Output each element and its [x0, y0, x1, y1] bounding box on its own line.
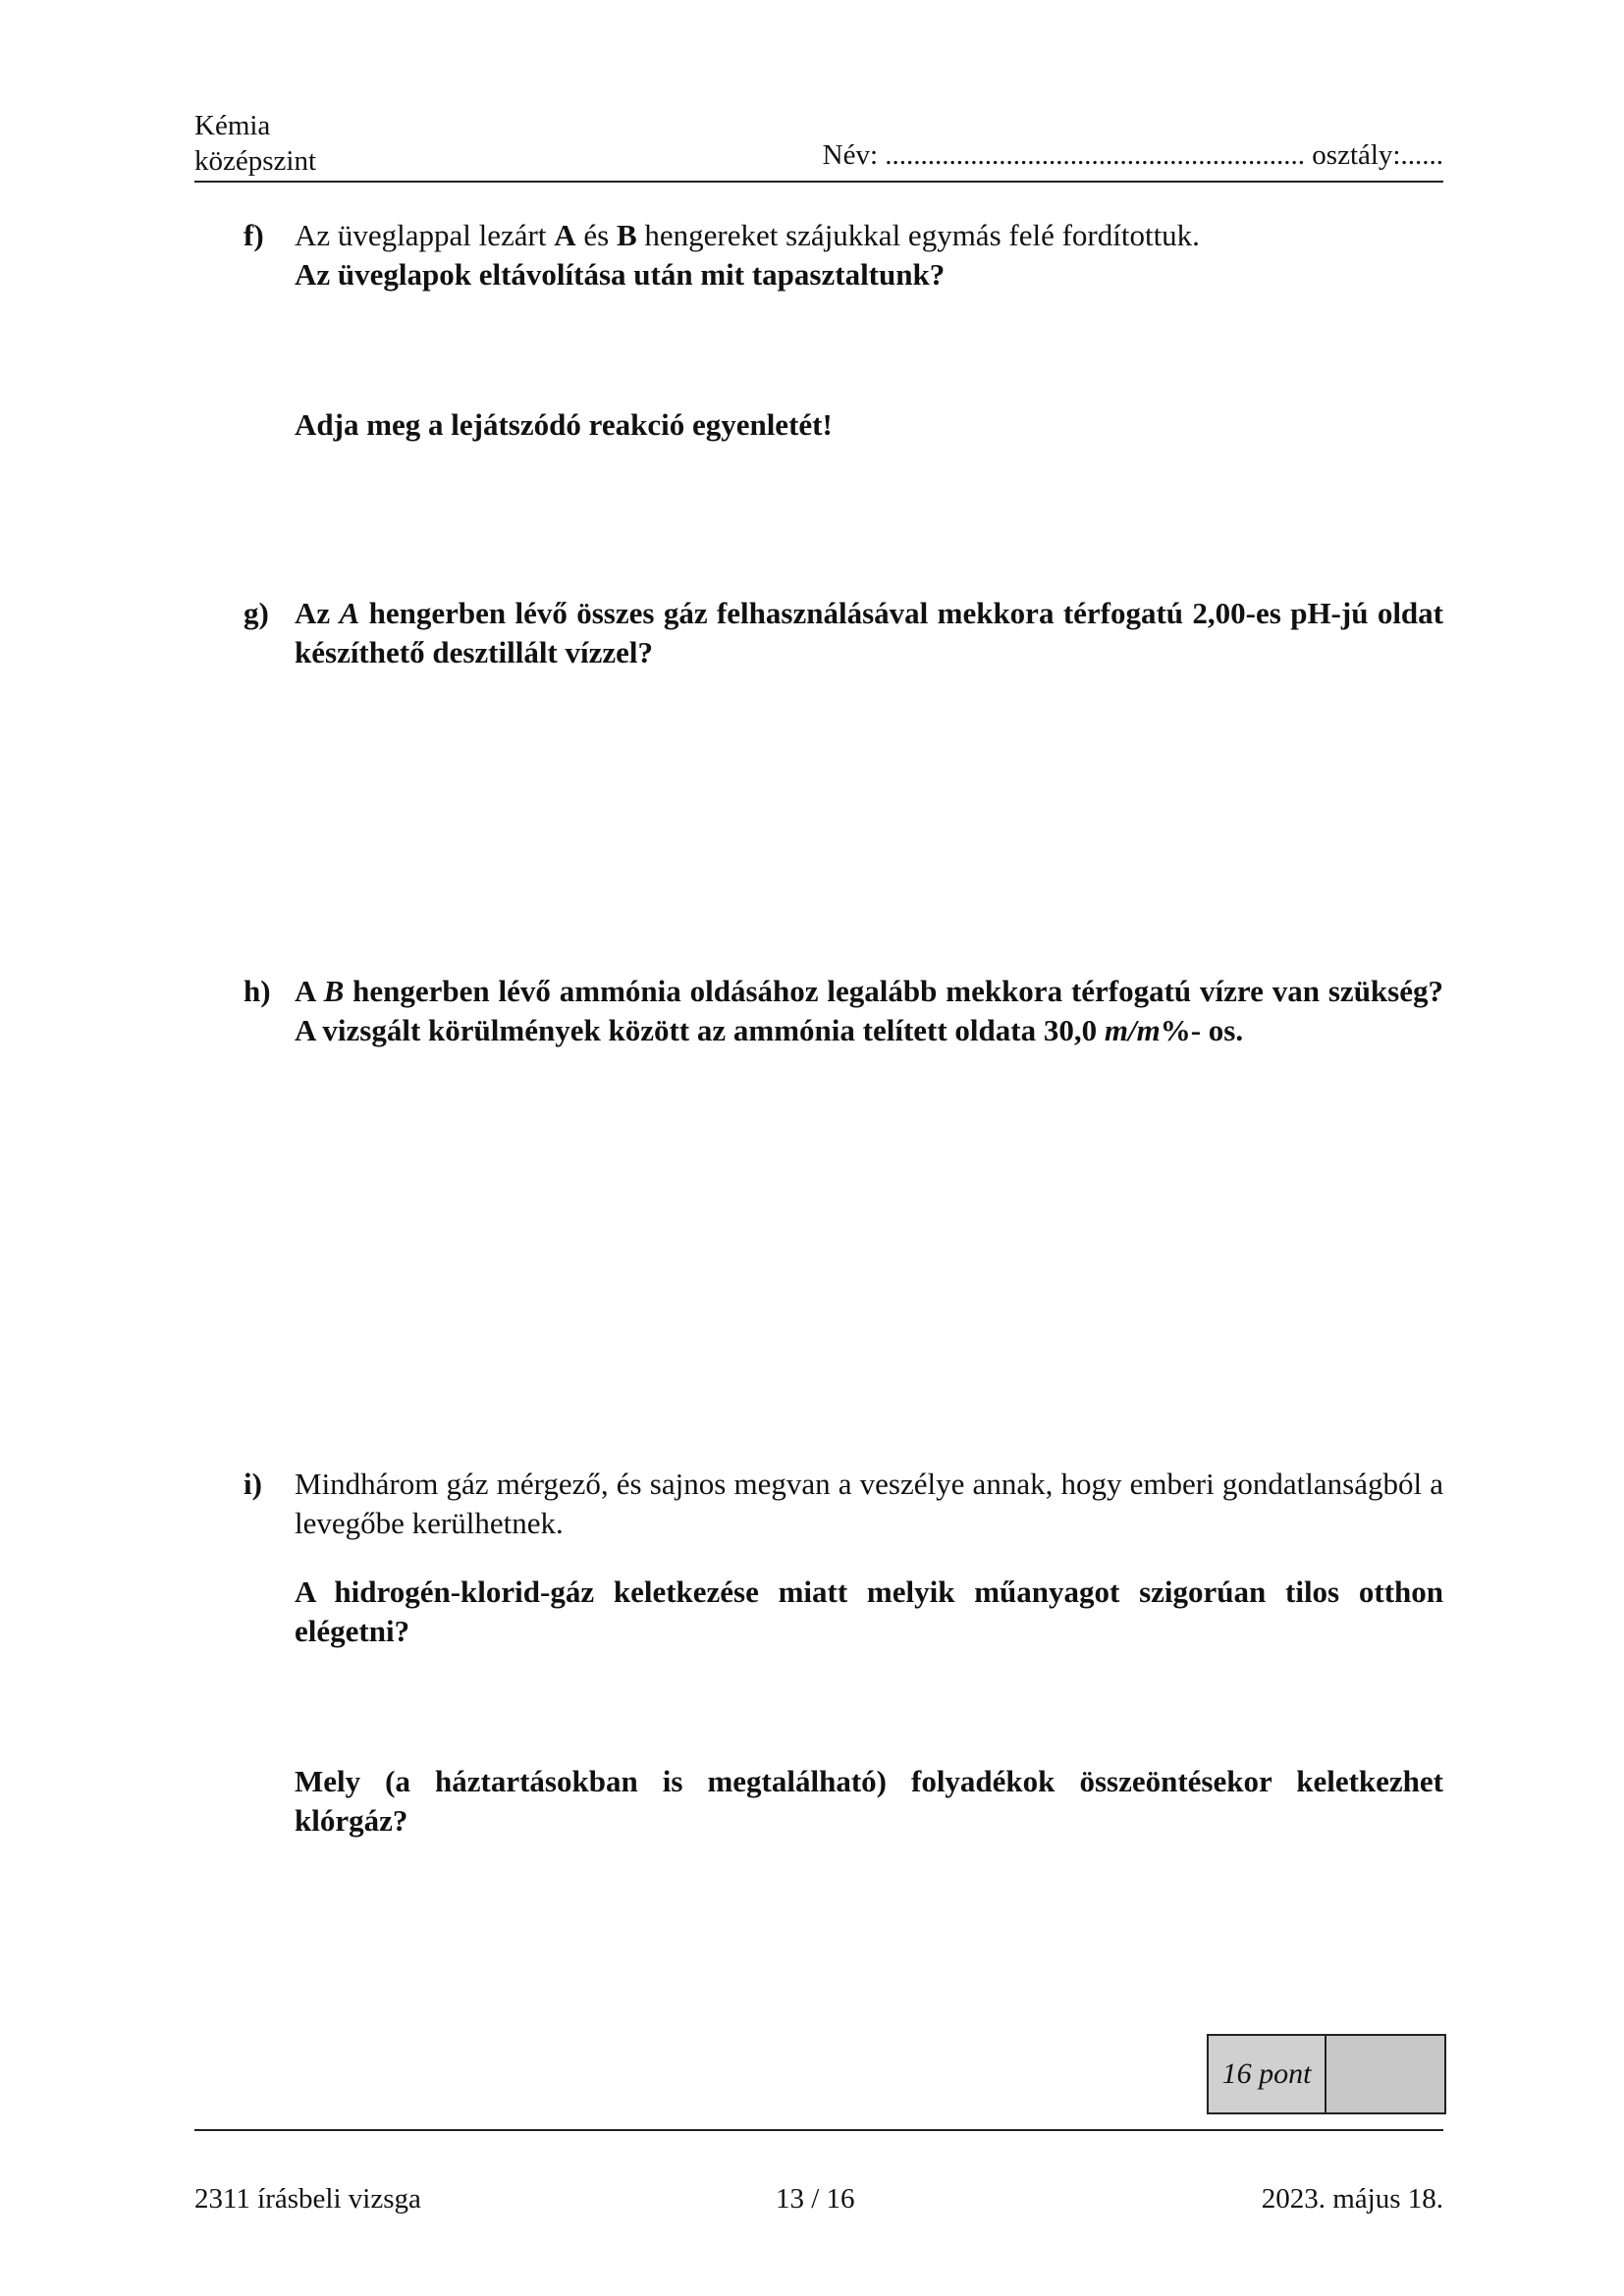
question-h-letter: h)	[244, 974, 271, 1008]
question-f-question1: Az üveglapok eltávolítása után mit tapasztaltunk?	[295, 257, 946, 292]
question-g-letter: g)	[244, 596, 269, 630]
score-box	[1207, 2034, 1446, 2114]
header-subject: Kémia	[194, 110, 271, 141]
question-g-text: Az A hengerben lévő összes gáz felhasználásával mekkora térfogatú 2,00-es pH-jú oldat készíthető desztillált vízzel?	[295, 596, 1443, 669]
header-divider	[194, 181, 1443, 183]
footer-divider	[194, 2129, 1443, 2131]
question-f-intro: Az üveglappal lezárt A és B hengereket szájukkal egymás felé fordítottuk.	[295, 218, 1200, 252]
footer-date: 2023. május 18.	[1261, 2183, 1443, 2215]
footer-page-number: 13 / 16	[776, 2183, 855, 2215]
question-i-intro: Mindhárom gáz mérgező, és sajnos megvan a veszélye annak, hogy emberi gondatlanságból a levegőbe kerülhetnek.	[295, 1467, 1443, 1540]
question-i-letter: i)	[244, 1467, 262, 1501]
question-f-letter: f)	[244, 218, 264, 252]
header-name-field: Név: ........................................................... osztály:......	[822, 139, 1443, 171]
score-value-field[interactable]	[1326, 2036, 1444, 2112]
question-f-text	[295, 216, 1443, 294]
header-subject-block	[194, 108, 316, 179]
question-i-question2: Mely (a háztartásokban is megtalálható) folyadékok összeöntésekor keletkezhet klórgáz?	[295, 1764, 1443, 1838]
footer-exam: 2311 írásbeli vizsga	[194, 2183, 421, 2215]
question-h-text: A B hengerben lévő ammónia oldásához legalább mekkora térfogatú vízre van szükség? A vizsgált körülmények között az ammónia telített oldata 30,0 m/m%- os.	[295, 974, 1443, 1047]
question-i-question1: A hidrogén-klorid-gáz keletkezése miatt melyik műanyagot szigorúan tilos otthon elégetni?	[295, 1575, 1443, 1648]
header-level: középszint	[194, 145, 317, 177]
question-f-question2: Adja meg a lejátszódó reakció egyenletét!	[295, 407, 833, 442]
score-label: 16 pont	[1209, 2036, 1326, 2112]
